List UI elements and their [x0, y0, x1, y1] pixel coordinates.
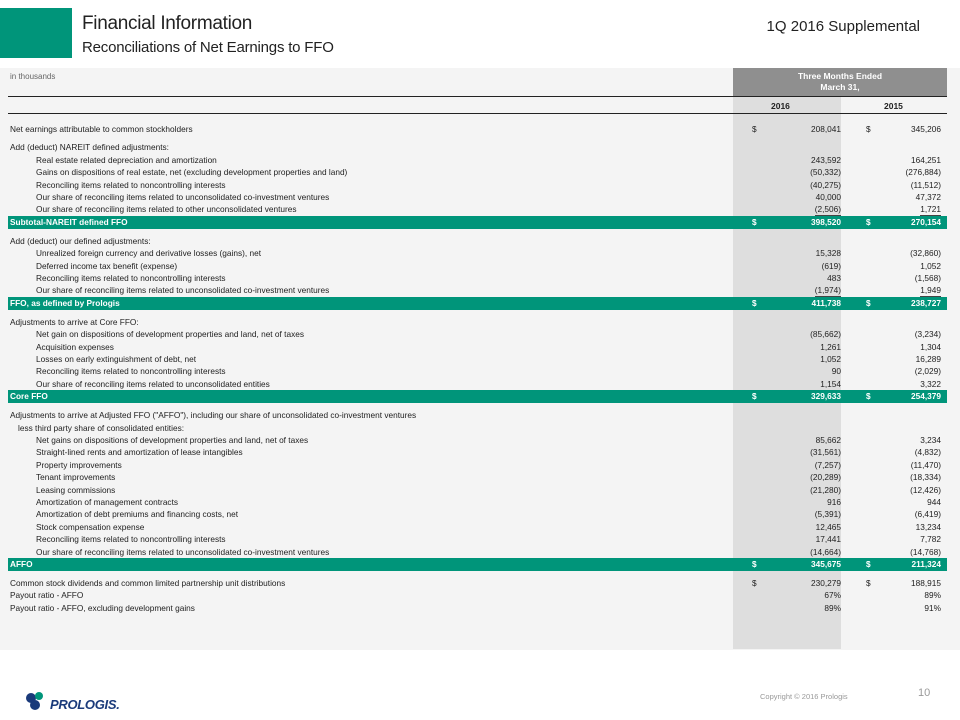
page-number: 10 — [918, 687, 931, 699]
table-row — [8, 235, 947, 247]
period-header-line2: March 31, — [820, 82, 860, 92]
row-label: Add (deduct) NAREIT defined adjustments: — [10, 142, 169, 153]
table-row — [8, 203, 947, 215]
period-header-line1: Three Months Ended — [797, 71, 883, 81]
value-2016: 1,261 — [820, 341, 841, 352]
row-label: Losses on early extinguishment of debt, net — [36, 354, 197, 364]
row-label: Gains on dispositions of real estate, net (excluding development properties and land) — [36, 167, 348, 178]
table-row — [8, 260, 947, 272]
value-2015: 3,322 — [920, 378, 941, 389]
row-label: Reconciling items related to noncontrolling interests — [36, 273, 226, 283]
header-rule — [8, 96, 947, 97]
value-2015: (1,568) — [914, 273, 941, 283]
table-total-row — [8, 216, 947, 229]
row-label: Our share of reconciling items related to unconsolidated co-investment ventures — [36, 546, 330, 557]
row-label: Reconciling items related to noncontrolling interests — [36, 534, 226, 545]
value-2016: (1,974) — [814, 285, 841, 296]
table-row — [8, 166, 947, 178]
value-2016: (40,275) — [810, 179, 841, 190]
currency-symbol: $ — [752, 559, 757, 569]
table-row — [8, 123, 947, 135]
row-label: Our share of reconciling items related to unconsolidated co-investment ventures — [36, 192, 330, 202]
table-total-row — [8, 390, 947, 403]
row-label: Tenant improvements — [36, 472, 116, 483]
table-row — [8, 546, 947, 558]
value-2016: 17,441 — [815, 534, 841, 545]
table-row — [8, 434, 947, 446]
ffo-reconciliation-table — [0, 68, 960, 650]
value-2016: 208,041 — [811, 124, 841, 134]
value-2015: 1,052 — [920, 260, 941, 271]
row-label: Acquisition expenses — [36, 341, 114, 352]
value-2015: 1,949 — [920, 285, 941, 296]
currency-symbol: $ — [866, 124, 871, 134]
value-2016: (31,561) — [810, 447, 841, 458]
table-row — [8, 191, 947, 203]
value-2016: (14,664) — [810, 546, 841, 557]
table-row — [8, 284, 947, 296]
value-2016: 40,000 — [815, 192, 841, 202]
value-2016: 398,520 — [811, 216, 841, 227]
value-2015: 211,324 — [911, 559, 941, 569]
value-2015: 1,721 — [920, 204, 941, 215]
value-2015: (276,884) — [905, 167, 941, 178]
value-2016: (619) — [821, 260, 841, 271]
value-2016: 67% — [824, 590, 841, 601]
value-2015: (18,334) — [910, 472, 941, 483]
table-row — [8, 577, 947, 589]
table-total-row — [8, 558, 947, 571]
row-label: Common stock dividends and common limited partnership unit distributions — [10, 578, 286, 588]
table-row — [8, 365, 947, 377]
table-row — [8, 484, 947, 496]
row-label: FFO, as defined by Prologis — [10, 297, 120, 308]
currency-symbol: $ — [866, 391, 871, 402]
value-2015: 91% — [924, 602, 941, 613]
currency-symbol: $ — [752, 216, 757, 227]
row-label: AFFO — [10, 559, 33, 569]
row-label: Our share of reconciling items related to unconsolidated entities — [36, 378, 270, 389]
value-2016: 345,675 — [811, 559, 841, 569]
value-2015: 13,234 — [915, 521, 941, 532]
table-row — [8, 446, 947, 458]
table-row — [8, 521, 947, 533]
value-2016: 15,328 — [815, 248, 841, 259]
table-row — [8, 141, 947, 153]
value-2016: 411,738 — [811, 297, 841, 308]
table-row — [8, 154, 947, 166]
value-2015: 7,782 — [920, 534, 941, 545]
value-2015: (11,470) — [910, 459, 941, 470]
value-2015: 89% — [924, 590, 941, 601]
value-2016: 916 — [827, 497, 841, 507]
table-row — [8, 179, 947, 191]
row-label: Our share of reconciling items related to other unconsolidated ventures — [36, 204, 297, 215]
value-2015: 944 — [927, 497, 941, 507]
currency-symbol: $ — [752, 297, 757, 308]
table-row — [8, 378, 947, 390]
value-2016: 85,662 — [815, 435, 841, 445]
row-label: Reconciling items related to noncontrolling interests — [36, 179, 226, 190]
logo-text: PROLOGIS. — [50, 697, 120, 712]
value-2015: (14,768) — [910, 546, 941, 557]
row-label: Add (deduct) our defined adjustments: — [10, 235, 151, 246]
value-2015: (11,512) — [910, 179, 941, 190]
currency-symbol: $ — [752, 391, 757, 402]
value-2016: 12,465 — [815, 521, 841, 532]
row-label: Net earnings attributable to common stockholders — [10, 124, 193, 134]
table-row — [8, 602, 947, 614]
value-2016: 230,279 — [811, 578, 841, 588]
value-2016: (7,257) — [814, 459, 841, 470]
row-label: Straight-lined rents and amortization of lease intangibles — [36, 447, 243, 458]
value-2015: 1,304 — [920, 341, 941, 352]
table-row — [8, 247, 947, 259]
value-2016: 483 — [827, 273, 841, 283]
row-label: Deferred income tax benefit (expense) — [36, 260, 178, 271]
value-2015: 238,727 — [911, 297, 941, 308]
row-label: Subtotal-NAREIT defined FFO — [10, 216, 128, 227]
row-label: Core FFO — [10, 391, 48, 402]
value-2015: 16,289 — [915, 354, 941, 364]
table-row — [8, 328, 947, 340]
table-row — [8, 272, 947, 284]
value-2016: (2,506) — [814, 204, 841, 215]
currency-symbol: $ — [866, 216, 871, 227]
value-2015: (12,426) — [910, 484, 941, 495]
value-2015: (3,234) — [914, 329, 941, 340]
value-2016: 329,633 — [811, 391, 841, 402]
period-header — [733, 71, 947, 93]
currency-symbol: $ — [866, 578, 871, 588]
value-2015: 254,379 — [911, 391, 941, 402]
value-2016: (50,332) — [810, 167, 841, 178]
year-rule — [8, 113, 947, 114]
table-row — [8, 341, 947, 353]
value-2015: (2,029) — [914, 366, 941, 377]
row-label: Amortization of management contracts — [36, 497, 179, 507]
table-row — [8, 422, 947, 434]
table-row — [8, 409, 947, 421]
value-2016: 90 — [831, 366, 841, 377]
value-2016: 243,592 — [811, 154, 841, 165]
year-header-2015: 2015 — [884, 101, 903, 111]
value-2016: 89% — [824, 602, 841, 613]
currency-symbol: $ — [866, 297, 871, 308]
table-row — [8, 533, 947, 545]
value-2016: (85,662) — [810, 329, 841, 340]
currency-symbol: $ — [752, 124, 757, 134]
row-label: Stock compensation expense — [36, 521, 145, 532]
value-2015: (6,419) — [914, 509, 941, 520]
table-row — [8, 496, 947, 508]
copyright: Copyright © 2016 Prologis — [760, 692, 848, 701]
table-row — [8, 508, 947, 520]
value-2015: 345,206 — [911, 124, 941, 134]
row-label: Amortization of debt premiums and financing costs, net — [36, 509, 238, 520]
value-2016: (5,391) — [814, 509, 841, 520]
supplemental-label: 1Q 2016 Supplemental — [766, 18, 920, 35]
table-row — [8, 471, 947, 483]
table-row — [8, 589, 947, 601]
value-2015: 164,251 — [911, 154, 941, 165]
row-label: Adjustments to arrive at Adjusted FFO ("AFFO"), including our share of unconsolidated co-investment ventures — [10, 410, 417, 421]
units-label: in thousands — [10, 72, 56, 81]
prologis-logo-icon — [22, 690, 48, 712]
row-label: Adjustments to arrive at Core FFO: — [10, 316, 139, 327]
row-label: Net gain on dispositions of development properties and land, net of taxes — [36, 329, 304, 340]
row-label: Leasing commissions — [36, 484, 116, 495]
row-label: Reconciling items related to noncontrolling interests — [36, 366, 226, 377]
value-2015: 3,234 — [920, 435, 941, 445]
value-2015: 47,372 — [915, 192, 941, 202]
row-label: Payout ratio - AFFO, excluding development gains — [10, 602, 195, 613]
row-label: Our share of reconciling items related to unconsolidated co-investment ventures — [36, 285, 330, 296]
table-row — [8, 459, 947, 471]
value-2016: (20,289) — [810, 472, 841, 483]
row-label: Payout ratio - AFFO — [10, 590, 84, 601]
value-2016: 1,154 — [820, 378, 841, 389]
currency-symbol: $ — [752, 578, 757, 588]
row-label: less third party share of consolidated entities: — [18, 422, 185, 433]
table-total-row — [8, 297, 947, 310]
row-label: Real estate related depreciation and amortization — [36, 154, 217, 165]
year-header-2016: 2016 — [771, 101, 790, 111]
row-label: Net gains on dispositions of development properties and land, net of taxes — [36, 435, 309, 445]
row-label: Property improvements — [36, 459, 122, 470]
value-2015: 270,154 — [911, 216, 941, 227]
value-2015: (4,832) — [914, 447, 941, 458]
value-2015: 188,915 — [911, 578, 941, 588]
table-row — [8, 316, 947, 328]
value-2016: 1,052 — [820, 354, 841, 364]
page-title: Financial Information — [82, 13, 253, 34]
header-accent-bar — [0, 8, 72, 58]
row-label: Unrealized foreign currency and derivative losses (gains), net — [36, 248, 262, 259]
value-2016: (21,280) — [810, 484, 841, 495]
page-subtitle: Reconciliations of Net Earnings to FFO — [82, 39, 334, 56]
table-row — [8, 353, 947, 365]
value-2015: (32,860) — [910, 248, 941, 259]
currency-symbol: $ — [866, 559, 871, 569]
